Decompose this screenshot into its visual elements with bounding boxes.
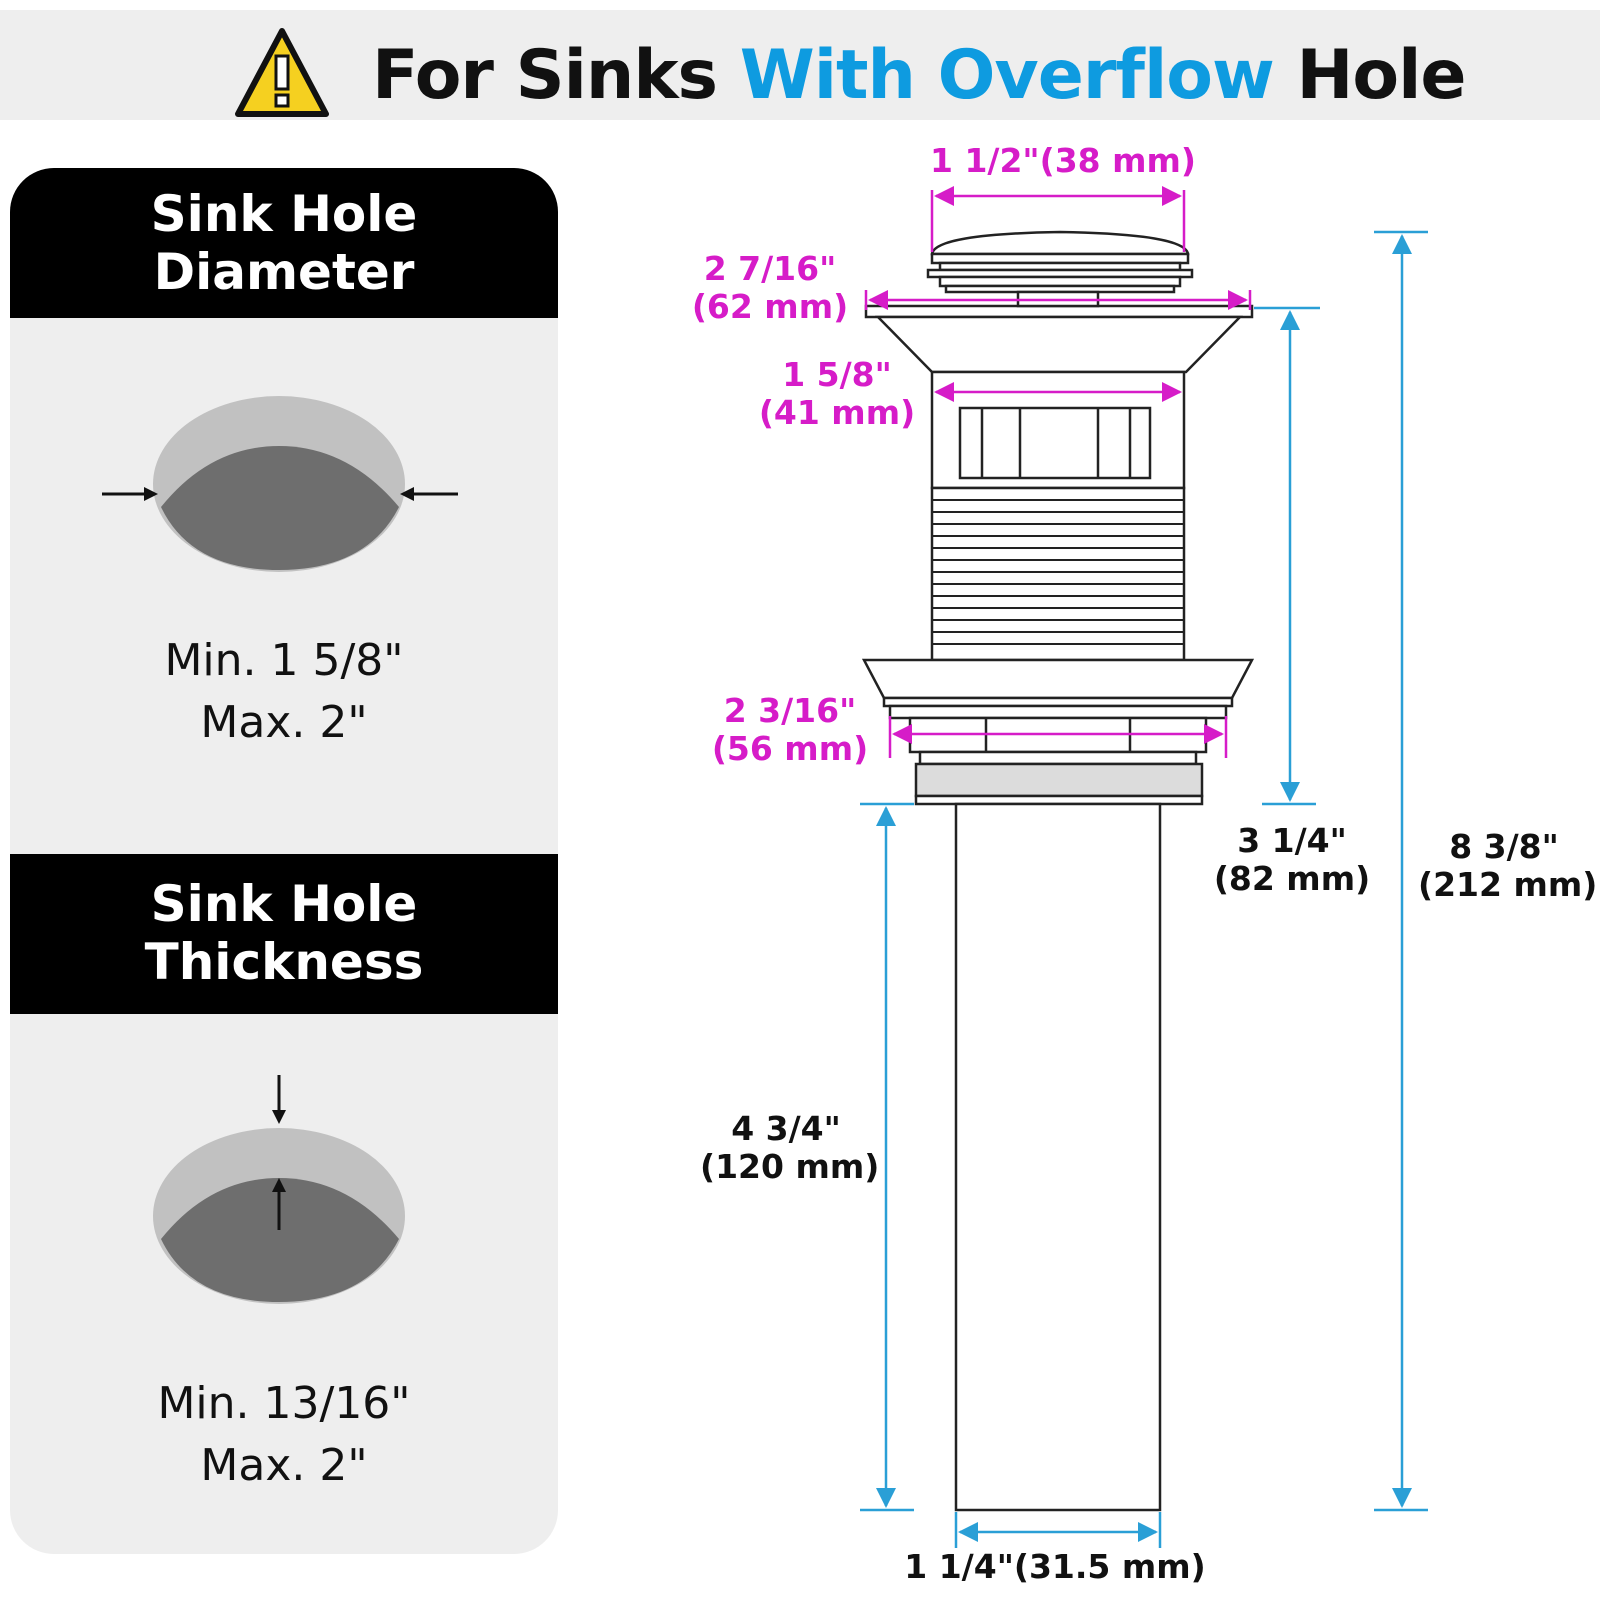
tail-width-label: 1 1/4"(31.5 mm) (904, 1547, 1206, 1586)
overflow-slot (960, 408, 1150, 478)
flange-cone (878, 317, 1240, 372)
threaded-section (932, 488, 1184, 660)
drain-outline (864, 232, 1252, 1510)
pop-up-cap (932, 232, 1188, 254)
flange-width-label: 2 7/16" (62 mm) (691, 249, 849, 326)
cap-rim (932, 254, 1188, 263)
diameter-min: Min. 1 5/8" (164, 635, 404, 686)
sink-hole-diameter-heading: Sink Hole Diameter (10, 168, 558, 318)
threaded-length-label: 3 1/4" (82 mm) (1213, 821, 1371, 898)
page-title: For Sinks With Overflow Hole (372, 36, 1466, 115)
sink-hole-thickness-heading: Sink Hole Thickness (10, 854, 558, 1014)
body-width-label: 1 5/8" (41 mm) (758, 355, 916, 432)
cap-width-label: 1 1/2"(38 mm) (930, 141, 1196, 180)
title-highlight: With Overflow (739, 36, 1274, 115)
thickness-min: Min. 13/16" (157, 1378, 411, 1429)
tailpiece (956, 804, 1160, 1510)
total-length-label: 8 3/8" (212 mm) (1418, 827, 1598, 904)
tail-length-label: 4 3/4" (120 mm) (700, 1109, 880, 1186)
flange-top (866, 306, 1252, 317)
diameter-max: Max. 2" (200, 697, 368, 748)
thickness-max: Max. 2" (200, 1440, 368, 1491)
nut-width-label: 2 3/16" (56 mm) (711, 691, 869, 768)
knurled-ring (916, 764, 1202, 796)
washer-cone (864, 660, 1252, 698)
